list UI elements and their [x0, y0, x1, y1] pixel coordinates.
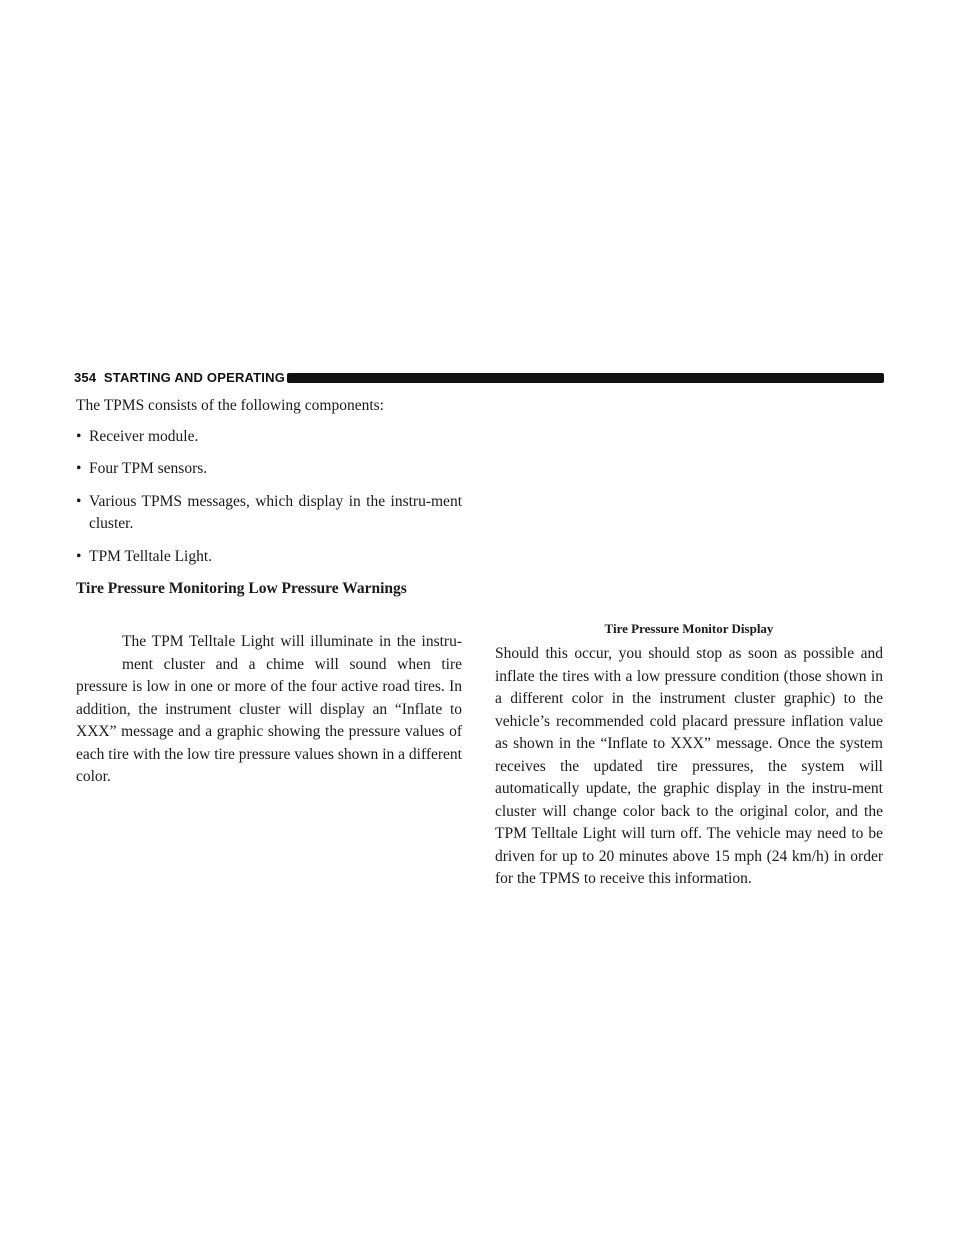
list-item: [76, 458, 462, 481]
page-number: 354: [74, 370, 97, 385]
bullet-dot: •: [76, 492, 82, 510]
header-text: [74, 370, 285, 385]
bullet-dot: •: [76, 547, 82, 565]
components-list: [76, 426, 462, 569]
header-rule: [287, 373, 884, 383]
list-item: [76, 491, 462, 536]
list-item-text: TPM Telltale Light.: [89, 547, 213, 565]
page-header: [74, 368, 884, 388]
warning-paragraph-block: [76, 631, 462, 789]
list-item: [76, 546, 462, 569]
right-column: [495, 620, 883, 891]
section-subheading: Tire Pressure Monitoring Low Pressure Warnings: [76, 580, 407, 597]
list-item: [76, 426, 462, 449]
components-intro: The TPMS consists of the following components:: [76, 397, 384, 414]
figure-caption: Tire Pressure Monitor Display: [604, 621, 774, 636]
list-item-text: Four TPM sensors.: [89, 460, 208, 477]
instructions-paragraph: Should this occur, you should stop as soon as possible and inflate the tires with a low pressure condition (those shown in a different color in the instrument cluster graphic) to the vehicle’s recommended cold placard pressure inflation value as shown in the “Inflate to XXX” message. Once the system receives the updated tire pressures, the system will automatically update, the graphic display in the instru-ment cluster will change color back to the original color, and the TPM Telltale Light will turn off. The vehicle may need to be driven for up to 20 minutes above 15 mph (24 km/h) in order for the TPMS to receive this information.: [495, 645, 883, 887]
list-item-text: Various TPMS messages, which display in the instru-ment cluster.: [89, 492, 462, 532]
telltale-light-icon: [76, 631, 122, 673]
bullet-dot: •: [76, 460, 82, 477]
left-column: [76, 395, 462, 789]
list-item-text: Receiver module.: [89, 427, 199, 445]
warning-paragraph: The TPM Telltale Light will illuminate in the instru-ment cluster and a chime will sound when tire pressure is low in one or more of the four active road tires. In addition, the instrument cluster will display an “Inflate to XXX” message and a graphic showing the pressure values of each tire with the low tire pressure values shown in a different color.: [76, 633, 462, 785]
section-title: STARTING AND OPERATING: [103, 370, 286, 385]
bullet-dot: •: [76, 427, 82, 445]
